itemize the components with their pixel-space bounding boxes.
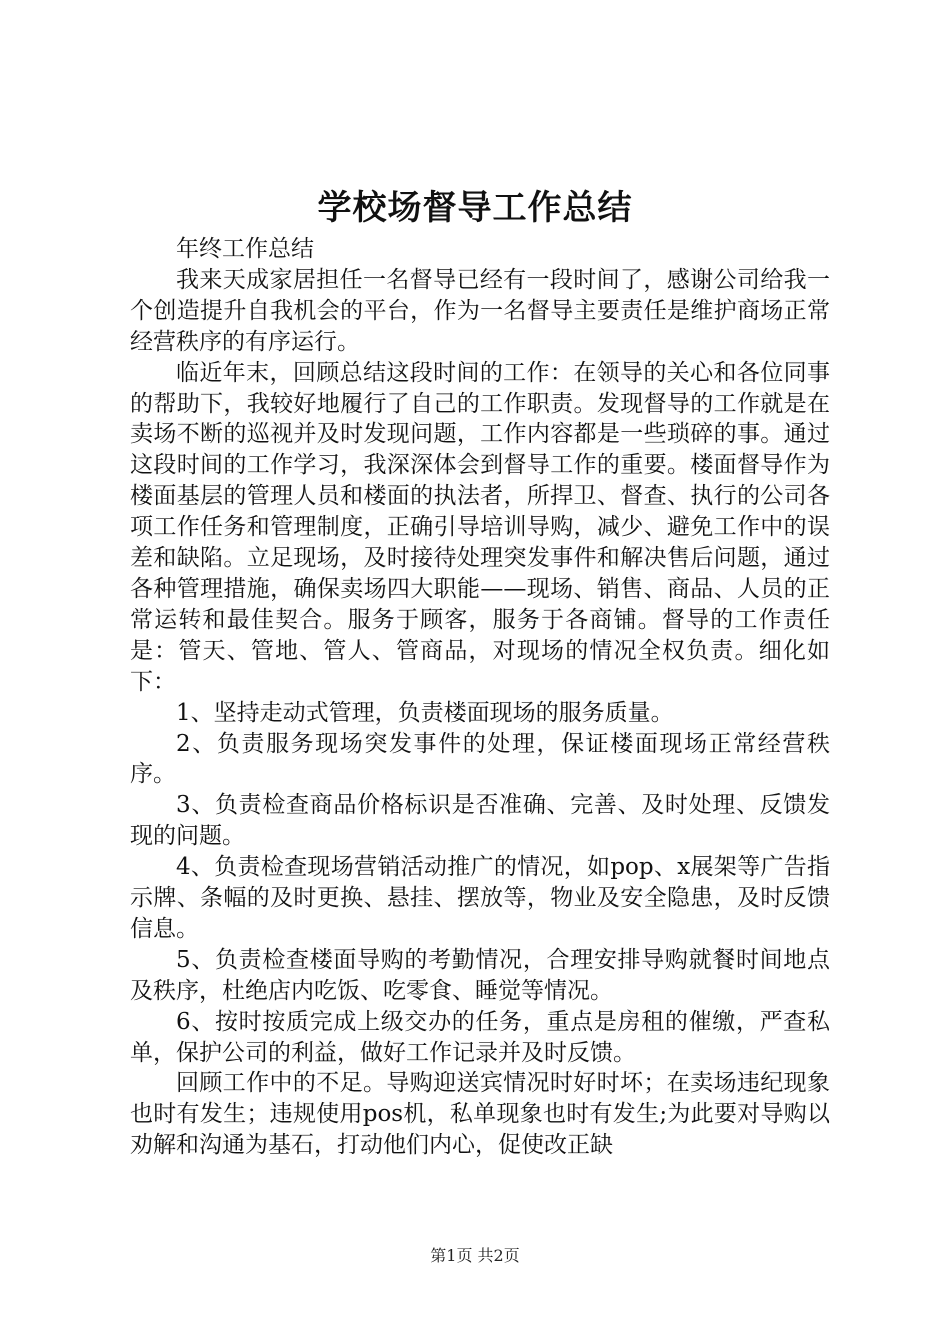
list-item-6: 6、按时按质完成上级交办的任务，重点是房租的催缴，严查私单，保护公司的利益，做好工作记录并及时反馈。 bbox=[130, 1008, 830, 1066]
document-title: 学校场督导工作总结 bbox=[317, 188, 633, 228]
list-item-5: 5、负责检查楼面导购的考勤情况，合理安排导购就餐时间地点及秩序，杜绝店内吃饭、吃零食、睡觉等情况。 bbox=[130, 946, 830, 1004]
list-item-1: 1、坚持走动式管理，负责楼面现场的服务质量。 bbox=[176, 699, 674, 726]
paragraph-intro: 我来天成家居担任一名督导已经有一段时间了，感谢公司给我一个创造提升自我机会的平台，作为一名督导主要责任是维护商场正常经营秩序的有序运行。 bbox=[130, 266, 830, 355]
paragraph-shortcomings: 回顾工作中的不足。导购迎送宾情况时好时坏；在卖场违纪现象也时有发生；违规使用pos机，私单现象也时有发生;为此要对导购以劝解和沟通为基石，打动他们内心，促使改正缺 bbox=[130, 1070, 830, 1159]
document-body bbox=[130, 234, 830, 1161]
list-item-4: 4、负责检查现场营销活动推广的情况，如pop、x展架等广告指示牌、条幅的及时更换、悬挂、摆放等，物业及安全隐患，及时反馈信息。 bbox=[130, 854, 830, 942]
paragraph-review: 临近年末，回顾总结这段时间的工作：在领导的关心和各位同事的帮助下，我较好地履行了自己的工作职责。发现督导的工作就是在卖场不断的巡视并及时发现问题，工作内容都是一些琐碎的事。通过这段时间的工作学习，我深深体会到督导工作的重要。楼面督导作为楼面基层的管理人员和楼面的执法者，所捍卫、督查、执行的公司各项工作任务和管理制度，正确引导培训导购，减少、避免工作中的误差和缺陷。立足现场，及时接待处理突发事件和解决售后问题，通过各种管理措施，确保卖场四大职能——现场、销售、商品、人员的正常运转和最佳契合。服务于顾客，服务于各商铺。督导的工作责任是：管天、管地、管人、管商品，对现场的情况全权负责。细化如下： bbox=[130, 359, 830, 695]
list-item-2: 2、负责服务现场突发事件的处理，保证楼面现场正常经营秩序。 bbox=[130, 730, 830, 788]
paragraph-subtitle: 年终工作总结 bbox=[176, 236, 314, 262]
list-item-3: 3、负责检查商品价格标识是否准确、完善、及时处理、反馈发现的问题。 bbox=[130, 792, 830, 850]
page-number-footer: 第1页 共2页 bbox=[430, 1246, 520, 1265]
